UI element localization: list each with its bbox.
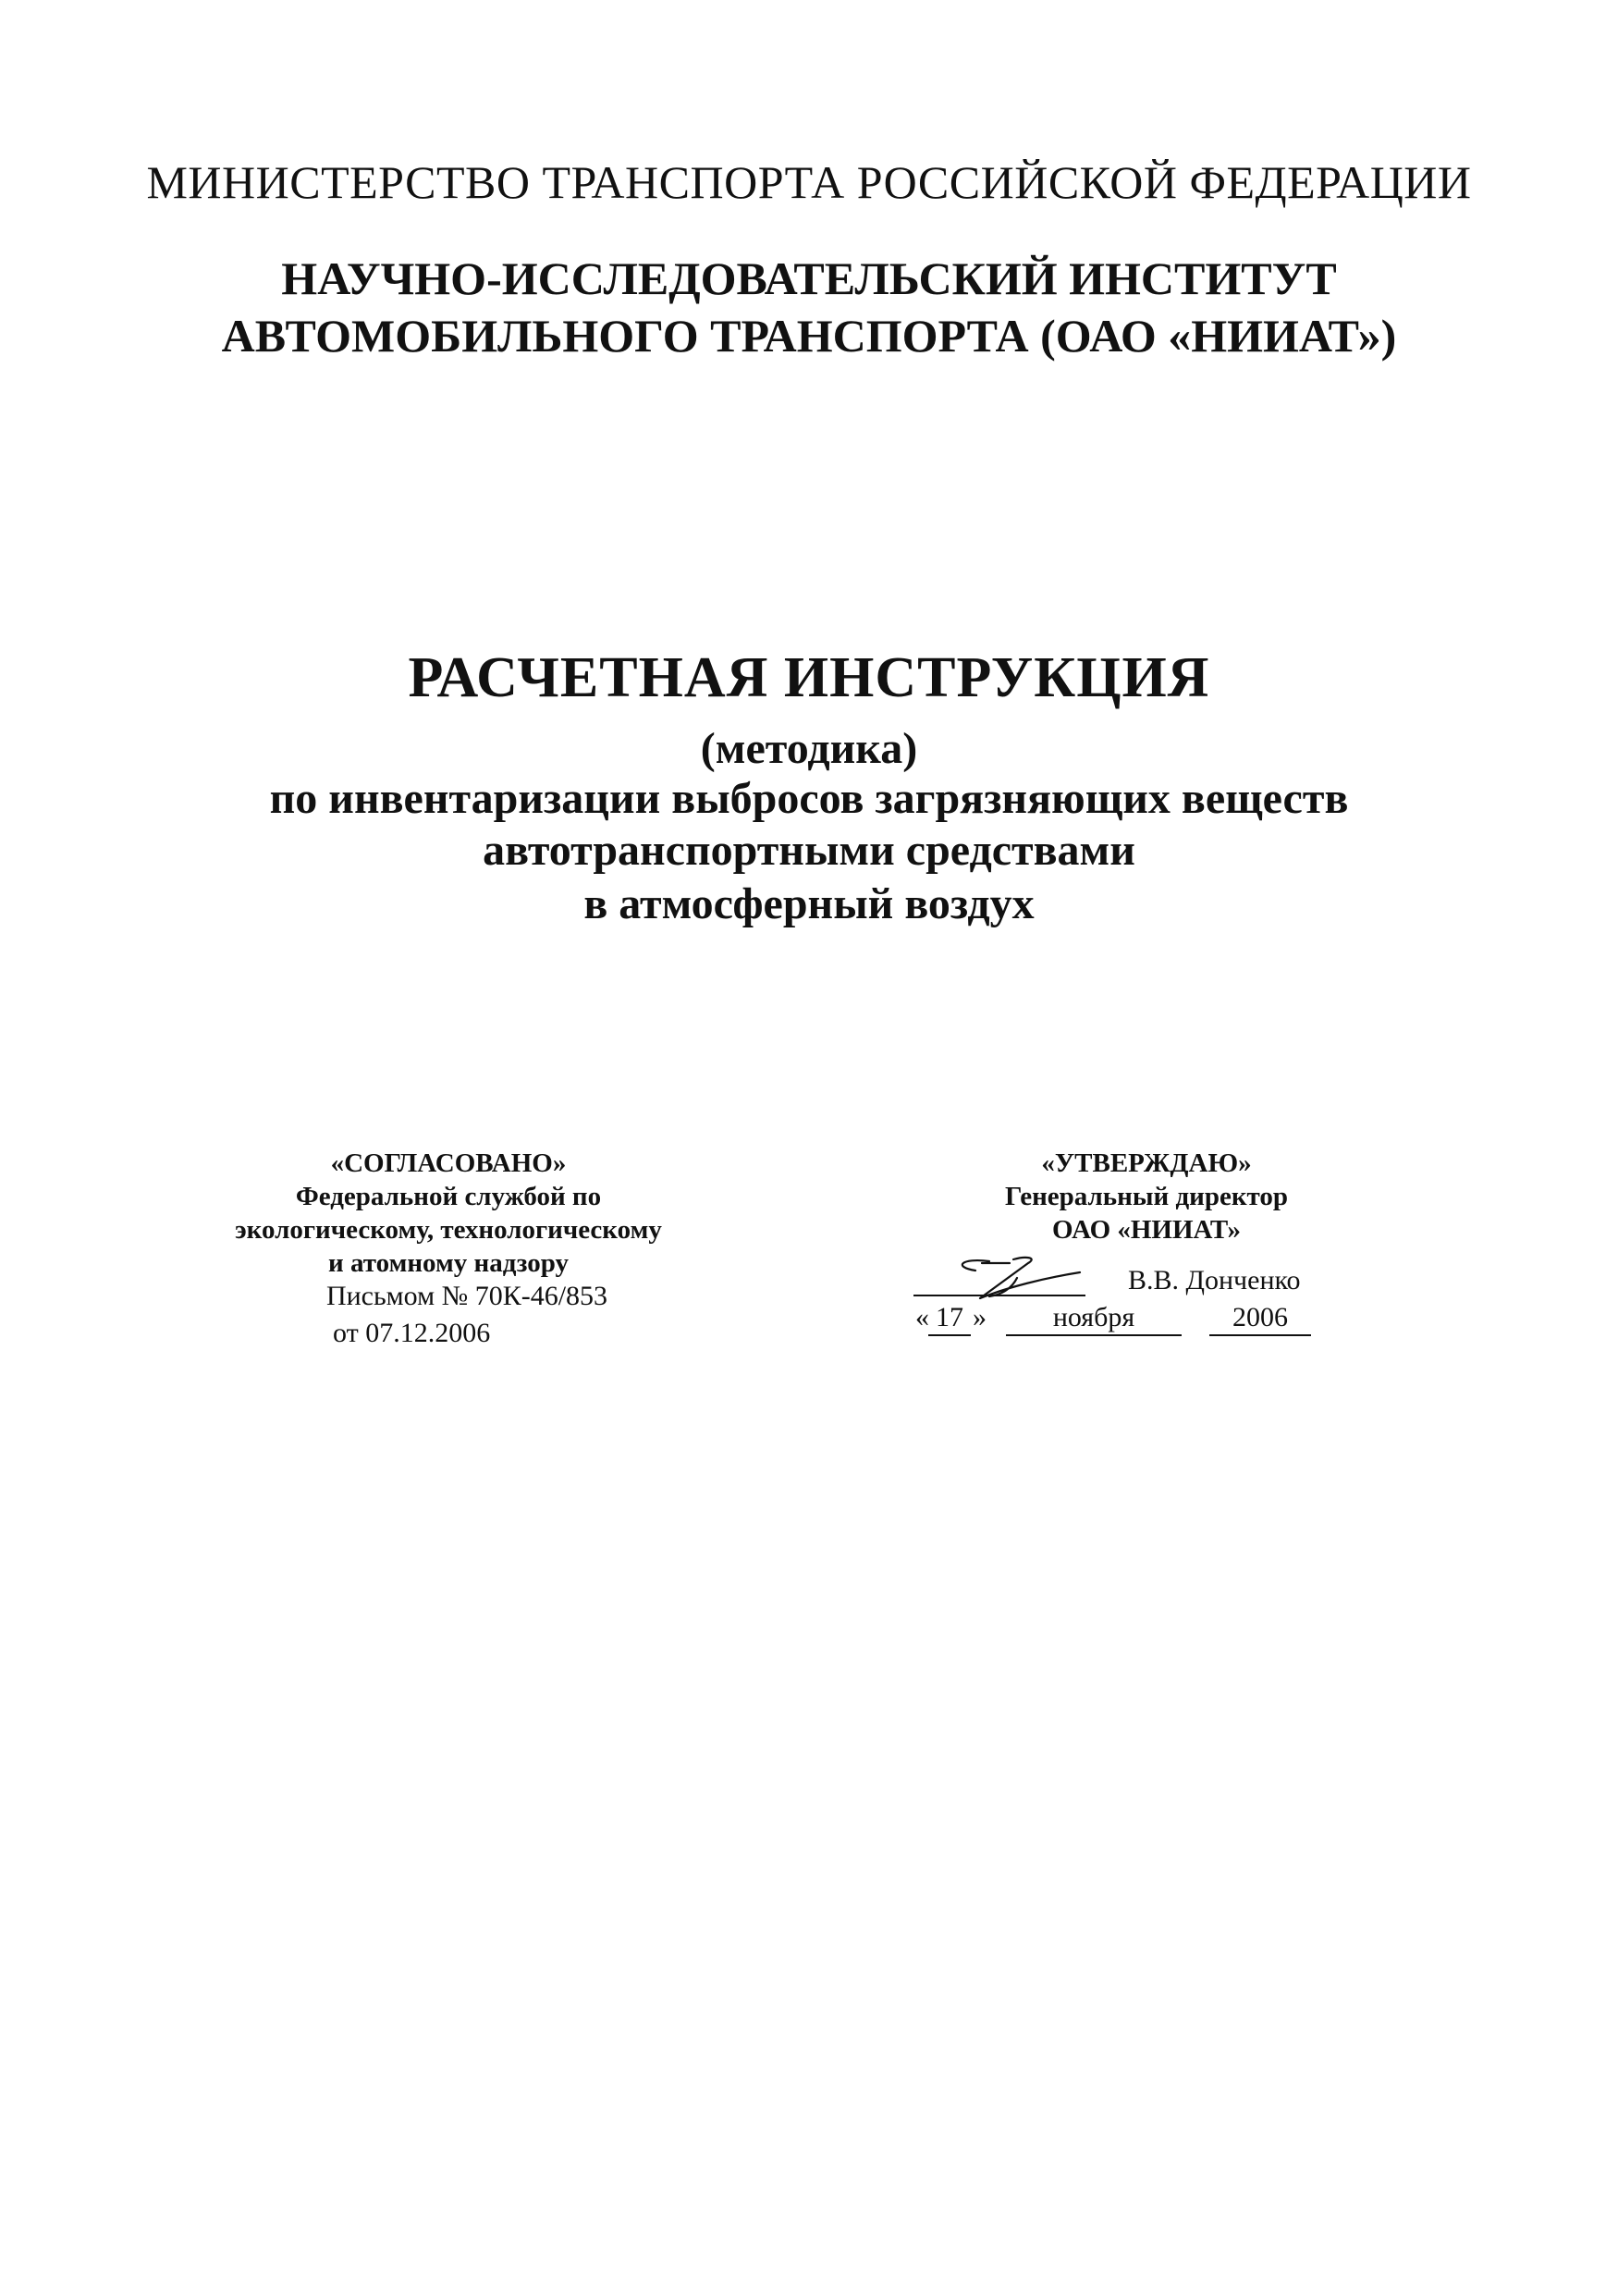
document-subtitle-4: в атмосферный воздух: [583, 879, 1035, 928]
document-subtitle-1: (методика): [700, 724, 918, 773]
date-close-quote: »: [973, 1302, 987, 1332]
signer-name: В.В. Донченко: [1128, 1265, 1301, 1295]
document-subtitle-2: по инвентаризации выбросов загрязняющих веществ: [269, 774, 1349, 823]
approval-agreed-block: [171, 1147, 726, 1350]
institute-name-line-1: НАУЧНО-ИССЛЕДОВАТЕЛЬСКИЙ ИНСТИТУТ: [281, 252, 1337, 304]
approved-position: Генеральный директор: [1004, 1182, 1289, 1211]
handwritten-signature-icon: [925, 1250, 1100, 1306]
approved-heading: «УТВЕРЖДАЮ»: [1041, 1148, 1252, 1178]
date-day: 17: [928, 1302, 971, 1336]
approval-date-row: [869, 1302, 1424, 1343]
agreed-letter-number: Письмом № 70К-46/853: [325, 1281, 608, 1311]
agreed-line-2: экологическому, технологическому: [235, 1215, 662, 1245]
document-title: РАСЧЕТНАЯ ИНСТРУКЦИЯ: [408, 646, 1210, 709]
document-subtitle-3: автотранспортными средствами: [483, 826, 1135, 875]
approved-organization: ОАО «НИИАТ»: [1051, 1215, 1242, 1245]
date-year: 2006: [1209, 1302, 1311, 1336]
approval-approved-block: [869, 1147, 1424, 1343]
agreed-line-1: Федеральной службой по: [295, 1182, 602, 1211]
date-open-quote: «: [915, 1302, 929, 1332]
agreed-letter-date: от 07.12.2006: [333, 1318, 491, 1348]
ministry-name: МИНИСТЕРСТВО ТРАНСПОРТА РОССИЙСКОЙ ФЕДЕРАЦИИ: [146, 156, 1472, 208]
date-month: ноября: [1006, 1302, 1182, 1336]
signature-row: [869, 1246, 1424, 1302]
institute-name-line-2: АВТОМОБИЛЬНОГО ТРАНСПОРТА (ОАО «НИИАТ»): [221, 310, 1397, 362]
agreed-line-3: и атомному надзору: [328, 1248, 569, 1278]
agreed-heading: «СОГЛАСОВАНО»: [330, 1148, 567, 1178]
